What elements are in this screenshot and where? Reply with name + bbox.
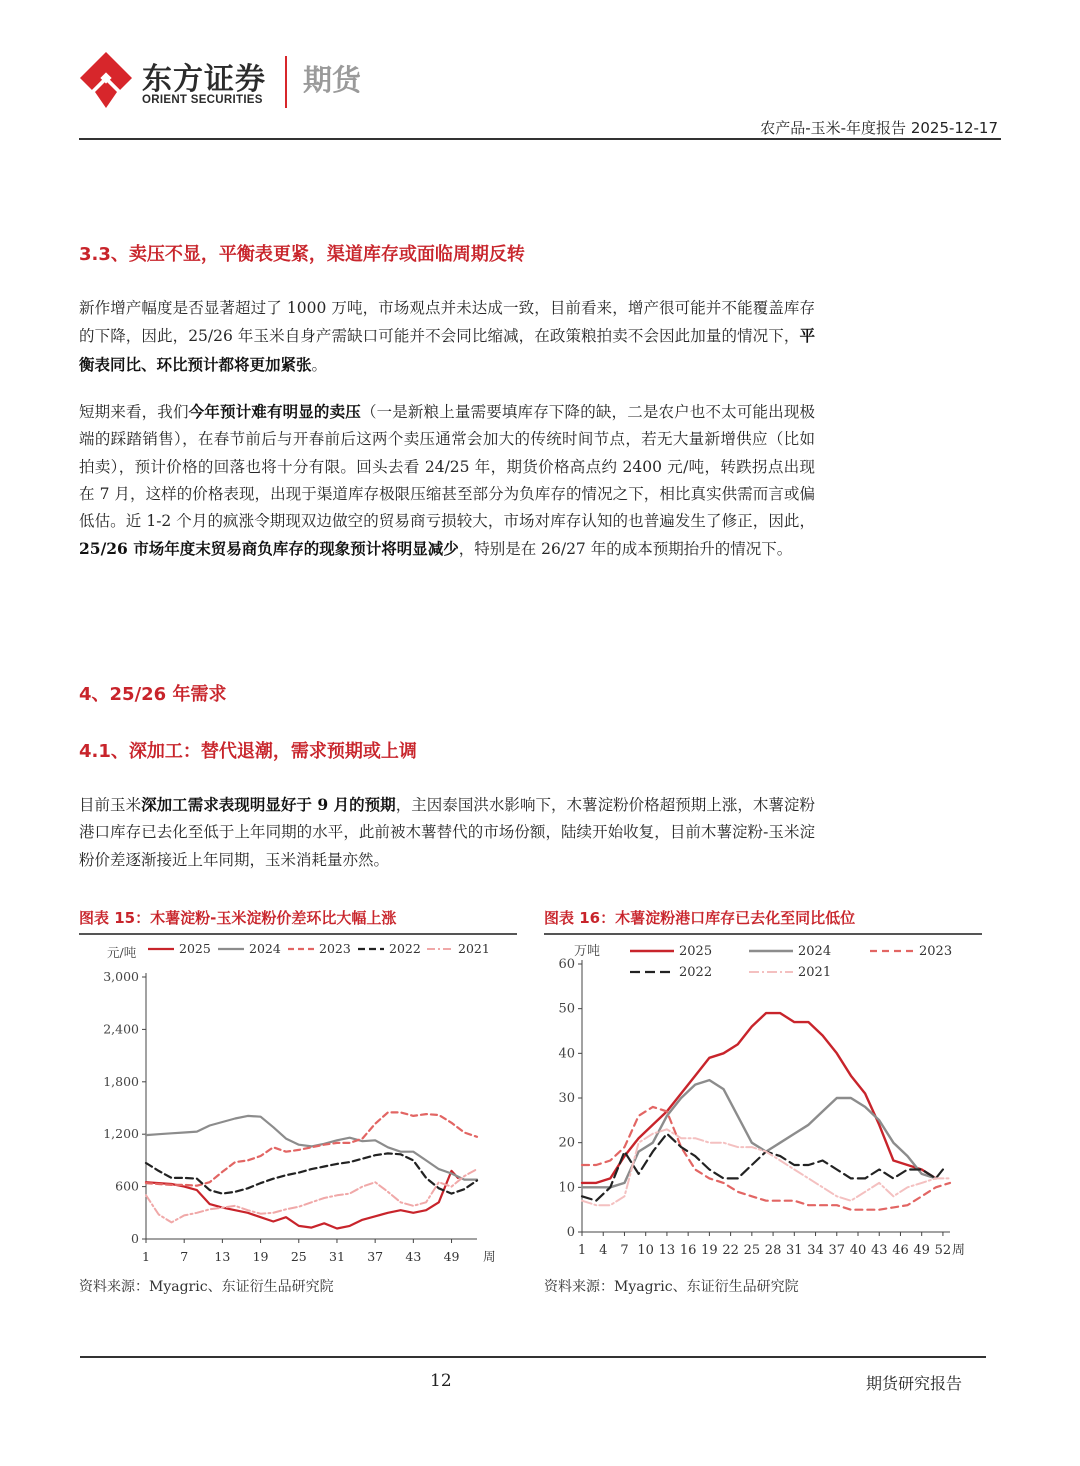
brand-name-en: ORIENT SECURITIES bbox=[142, 94, 263, 106]
chart-16 bbox=[544, 936, 984, 1266]
y-tick-label: 20 bbox=[558, 1135, 575, 1151]
x-tick-label: 7 bbox=[620, 1243, 629, 1258]
chart-15-title: 图表 15：木薯淀粉-玉米淀粉价差环比大幅上涨 bbox=[79, 909, 397, 927]
y-tick-label: 60 bbox=[558, 957, 575, 972]
paragraph-3 bbox=[79, 791, 815, 874]
series-line-2023 bbox=[582, 1107, 950, 1210]
legend-label: 2025 bbox=[179, 941, 211, 956]
chart-16-rule bbox=[544, 933, 982, 935]
y-tick-label: 1,200 bbox=[103, 1126, 139, 1142]
legend-label: 2025 bbox=[679, 944, 713, 959]
orient-logo-icon bbox=[80, 52, 132, 110]
section-3-3-title: 3.3、卖压不显，平衡表更紧，渠道库存或面临周期反转 bbox=[79, 244, 525, 265]
legend-label: 2021 bbox=[798, 965, 832, 980]
chart-15 bbox=[79, 936, 519, 1266]
chart-15-rule bbox=[79, 933, 517, 935]
y-tick-label: 2,400 bbox=[103, 1021, 139, 1037]
text-run: 。 bbox=[311, 355, 328, 374]
text-run: 目前玉米 bbox=[79, 796, 142, 814]
legend-label: 2023 bbox=[919, 944, 953, 959]
paragraph-2 bbox=[79, 398, 815, 564]
text-run: （一是新粮上量需要填库存下降的缺，二是农户也不太可能出现极端的踩踏销售），在春节前后与开春前后这两个卖压通常会加大的传统时间节点，若无大量新增供应（比如拍卖），预计价格的回落也将十分有限。回头去看 24/25 年，期货价格高点约 2400 元/吨，转跌拐点出现在 7 月，这样的价格表现，出现于渠道库存极限压缩甚至部分为负库存的情况之下，相比真实供需而言或偏低估。近 1-2 个月的疯涨令期现双边做空的贸易商亏损较大，市场对库存认知的也普遍发生了修正，因此， bbox=[79, 403, 815, 531]
header-rule bbox=[79, 138, 1001, 140]
section-4-1-title: 4.1、深加工：替代退潮，需求预期或上调 bbox=[79, 741, 417, 762]
y-tick-label: 1,800 bbox=[103, 1073, 139, 1089]
y-tick-label: 600 bbox=[115, 1178, 139, 1194]
division-label: 期货 bbox=[303, 63, 362, 97]
series-line-2022 bbox=[146, 1153, 477, 1193]
x-tick-label: 37 bbox=[828, 1243, 846, 1258]
y-axis-unit-label: 元/吨 bbox=[107, 945, 137, 960]
x-tick-label: 40 bbox=[849, 1243, 867, 1258]
y-tick-label: 40 bbox=[558, 1046, 575, 1062]
x-tick-label: 19 bbox=[701, 1243, 718, 1258]
x-tick-label: 10 bbox=[637, 1243, 654, 1258]
legend-label: 2023 bbox=[319, 941, 351, 956]
y-tick-label: 3,000 bbox=[103, 969, 139, 984]
bold-text-run: 今年预计难有明显的卖压 bbox=[188, 402, 361, 421]
text-run: ，特别是在 26/27 年的成本预期抬升的情况下。 bbox=[458, 540, 793, 559]
chart-16-source: 资料来源：Myagric、东证衍生品研究院 bbox=[544, 1279, 799, 1295]
x-axis-unit-label: 周 bbox=[483, 1249, 496, 1264]
x-tick-label: 43 bbox=[870, 1243, 888, 1258]
report-meta: 农产品-玉米-年度报告 2025-12-17 bbox=[760, 119, 998, 137]
bold-text-run: 深加工需求表现明显好于 9 月的预期 bbox=[141, 795, 396, 814]
legend-label: 2024 bbox=[798, 944, 832, 959]
page-number: 12 bbox=[430, 1371, 452, 1391]
footer-rule bbox=[80, 1356, 986, 1358]
x-tick-label: 16 bbox=[679, 1243, 697, 1258]
x-tick-label: 52 bbox=[934, 1243, 952, 1258]
x-tick-label: 22 bbox=[722, 1243, 739, 1258]
x-tick-label: 19 bbox=[252, 1249, 269, 1264]
series-line-2023 bbox=[146, 1112, 477, 1185]
y-tick-label: 10 bbox=[558, 1180, 575, 1196]
x-tick-label: 31 bbox=[786, 1243, 803, 1258]
text-run: 新作增产幅度是否显著超过了 1000 万吨，市场观点并未达成一致，目前看来，增产很可能并不能覆盖库存的下降，因此，25/26 年玉米自身产需缺口可能并不会同比缩减，在政策粮拍卖不会因此加量的情况下， bbox=[79, 299, 815, 346]
legend-label: 2024 bbox=[249, 941, 281, 956]
y-tick-label: 30 bbox=[558, 1091, 575, 1106]
chart-16-title: 图表 16：木薯淀粉港口库存已去化至同比低位 bbox=[544, 909, 856, 927]
x-tick-label: 31 bbox=[329, 1249, 345, 1264]
x-tick-label: 25 bbox=[290, 1249, 307, 1264]
series-line-2021 bbox=[146, 1169, 477, 1222]
x-tick-label: 7 bbox=[180, 1249, 189, 1264]
bold-text-run: 25/26 市场年度末贸易商负库存的现象预计将明显减少 bbox=[79, 539, 459, 559]
y-tick-label: 0 bbox=[131, 1231, 139, 1246]
x-tick-label: 37 bbox=[367, 1249, 384, 1264]
legend-label: 2021 bbox=[458, 941, 490, 956]
x-tick-label: 28 bbox=[764, 1243, 782, 1258]
x-tick-label: 1 bbox=[142, 1249, 150, 1264]
x-tick-label: 49 bbox=[913, 1243, 930, 1258]
footer-label: 期货研究报告 bbox=[865, 1374, 962, 1393]
y-axis-unit-label: 万吨 bbox=[574, 944, 601, 959]
x-axis-unit-label: 周 bbox=[952, 1243, 966, 1258]
x-tick-label: 25 bbox=[743, 1243, 761, 1258]
x-tick-label: 13 bbox=[658, 1243, 676, 1258]
x-tick-label: 34 bbox=[807, 1243, 824, 1258]
x-tick-label: 4 bbox=[599, 1243, 608, 1258]
y-tick-label: 50 bbox=[558, 1001, 575, 1017]
x-tick-label: 49 bbox=[443, 1249, 460, 1264]
chart-15-source: 资料来源：Myagric、东证衍生品研究院 bbox=[79, 1279, 334, 1295]
y-tick-label: 0 bbox=[566, 1225, 575, 1240]
logo-divider bbox=[285, 56, 287, 108]
text-run: 短期来看，我们 bbox=[79, 403, 189, 421]
text-run: ，主因泰国洪水影响下，木薯淀粉价格超预期上涨，木薯淀粉港口库存已去化至低于上年同期的水平，此前被木薯替代的市场份额，陆续开始收复，目前木薯淀粉-玉米淀粉价差逐渐接近上年同期，玉米消耗量亦然。 bbox=[79, 796, 815, 869]
section-4-title: 4、25/26 年需求 bbox=[79, 684, 227, 705]
bold-text-run: 平衡表同比、环比预计都将更加紧张 bbox=[79, 326, 815, 374]
x-tick-label: 13 bbox=[214, 1249, 231, 1264]
x-tick-label: 1 bbox=[577, 1243, 587, 1258]
x-tick-label: 46 bbox=[892, 1243, 909, 1258]
brand-name-cn: 东方证券 bbox=[142, 62, 266, 97]
x-tick-label: 43 bbox=[405, 1249, 422, 1264]
paragraph-1 bbox=[79, 295, 815, 379]
legend-label: 2022 bbox=[679, 965, 713, 980]
legend-label: 2022 bbox=[389, 941, 421, 956]
